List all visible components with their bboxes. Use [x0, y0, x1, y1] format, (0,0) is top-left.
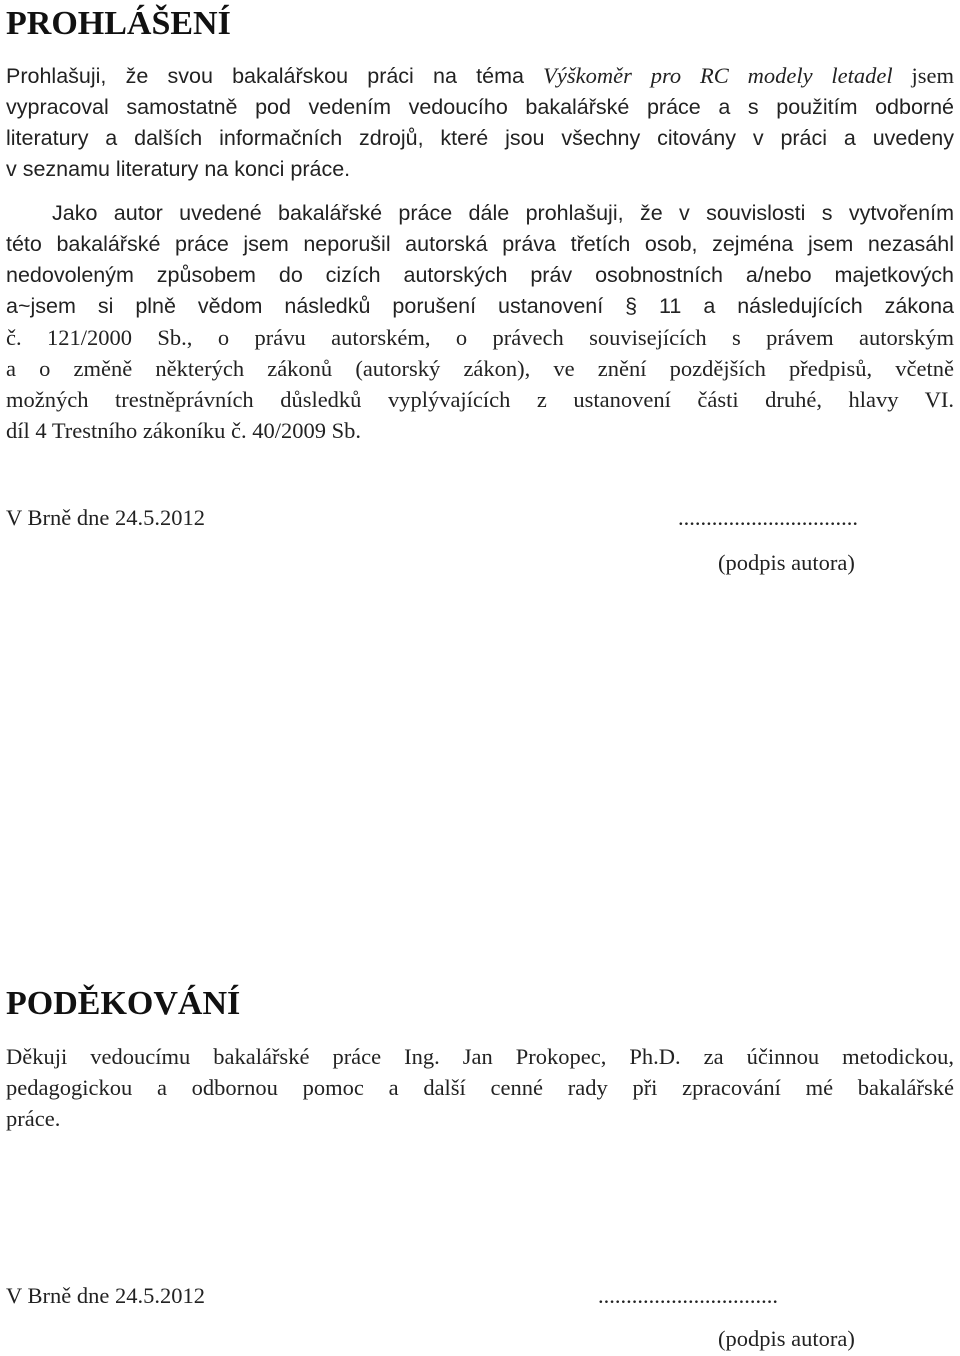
declaration-line: a~jsem si plně vědom následků porušení ustanovení § 11 a následujících zákona: [6, 294, 954, 318]
declaration-line: a o změně některých zákonů (autorský zákon), ve znění pozdějších předpisů, včetně: [6, 356, 954, 381]
thesis-title: Výškoměr pro RC modely letadel: [543, 63, 893, 88]
acknowledgement-signature-label: (podpis autora): [718, 1326, 855, 1351]
acknowledgement-signature-line: ................................: [598, 1283, 778, 1308]
declaration-line: možných trestněprávních důsledků vyplývajících z ustanovení části druhé, hlavy VI.: [6, 387, 954, 412]
declaration-paragraph-2: [6, 198, 954, 446]
acknowledgement-paragraph: [6, 1041, 954, 1134]
declaration-signature-label: (podpis autora): [718, 550, 855, 575]
acknowledgement-line: pedagogickou a odbornou pomoc a další cenné rady při zpracování mé bakalářské: [6, 1075, 954, 1100]
declaration-line: této bakalářské práce jsem neporušil autorská práva třetích osob, zejména jsem nezasáhl: [6, 232, 954, 256]
declaration-line: vypracoval samostatně pod vedením vedoucího bakalářské práce a s použitím odborné: [6, 95, 954, 119]
declaration-paragraph-1: [6, 60, 954, 185]
acknowledgement-place-date: V Brně dne 24.5.2012: [6, 1283, 205, 1308]
declaration-heading: PROHLÁŠENÍ: [6, 5, 231, 42]
declaration-line: Jako autor uvedené bakalářské práce dále prohlašuji, že v souvislosti s vytvořením: [52, 201, 954, 225]
declaration-line: díl 4 Trestního zákoníku č. 40/2009 Sb.: [6, 418, 362, 443]
text-run: jsem: [892, 63, 955, 88]
acknowledgement-line: práce.: [6, 1106, 61, 1131]
declaration-line: nedovoleným způsobem do cizích autorských práv osobnostních a/nebo majetkových: [6, 263, 954, 287]
declaration-line: literatury a dalších informačních zdrojů, které jsou všechny citovány v práci a uvedeny: [6, 126, 954, 150]
declaration-line: [6, 60, 954, 92]
acknowledgement-line: Děkuji vedoucímu bakalářské práce Ing. Jan Prokopec, Ph.D. za účinnou metodickou,: [6, 1044, 954, 1069]
text-run: Prohlašuji, že svou bakalářskou práci na téma: [6, 64, 544, 88]
declaration-place-date: V Brně dne 24.5.2012: [6, 505, 205, 530]
acknowledgement-heading: PODĚKOVÁNÍ: [6, 985, 241, 1022]
declaration-line: č. 121/2000 Sb., o právu autorském, o právech souvisejících s právem autorským: [6, 325, 954, 350]
declaration-line: v seznamu literatury na konci práce.: [6, 157, 351, 181]
declaration-signature-line: ................................: [678, 505, 858, 530]
